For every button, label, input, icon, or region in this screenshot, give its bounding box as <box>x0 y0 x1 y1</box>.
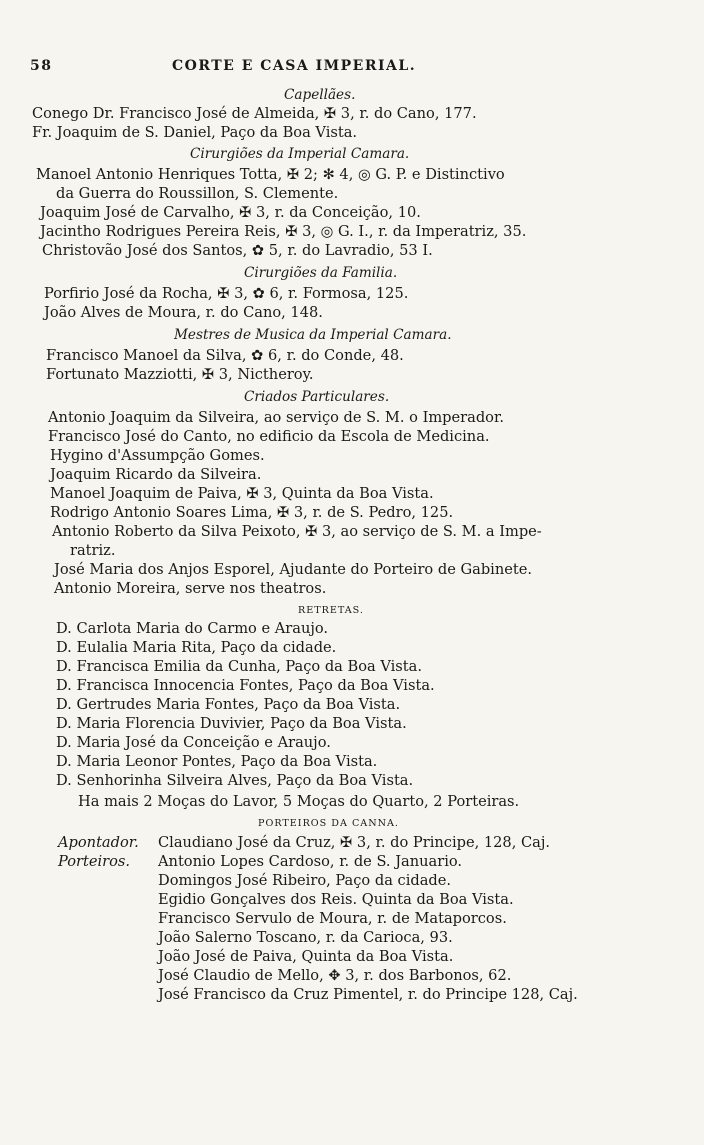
section-heading-mestres-musica: Mestres de Musica da Imperial Camara. <box>174 327 452 343</box>
entry-line: Porfirio José da Rocha, ✠ 3, ✿ 6, r. Formosa, 125. <box>44 285 409 302</box>
section-heading-cirurgioes-camara: Cirurgiões da Imperial Camara. <box>190 146 410 162</box>
entry-line: Egidio Gonçalves dos Reis. Quinta da Boa Vista. <box>158 891 514 908</box>
entry-line: D. Gertrudes Maria Fontes, Paço da Boa Vista. <box>56 696 401 713</box>
entry-line: Manoel Joaquim de Paiva, ✠ 3, Quinta da Boa Vista. <box>50 485 434 502</box>
entry-line: D. Eulalia Maria Rita, Paço da cidade. <box>56 639 337 656</box>
entry-line: Manoel Antonio Henriques Totta, ✠ 2; ✻ 4, ◎ G. P. e Distinctivo <box>36 166 505 183</box>
entry-line: Fortunato Mazziotti, ✠ 3, Nictheroy. <box>46 366 314 383</box>
entry-line: Rodrigo Antonio Soares Lima, ✠ 3, r. de S. Pedro, 125. <box>50 504 454 521</box>
entry-line: José Maria dos Anjos Esporel, Ajudante do Porteiro de Gabinete. <box>54 561 533 578</box>
section-heading-porteiros: PORTEIROS DA CANNA. <box>258 818 399 829</box>
entry-line: Hygino d'Assumpção Gomes. <box>50 447 265 464</box>
section-heading-retretas: RETRETAS. <box>298 605 364 616</box>
entry-line: José Claudio de Mello, ✥ 3, r. dos Barbonos, 62. <box>158 967 512 984</box>
entry-line: Joaquim Ricardo da Silveira. <box>50 466 262 483</box>
entry-line: Francisco José do Canto, no edificio da Escola de Medicina. <box>48 428 490 445</box>
entry-line: Conego Dr. Francisco José de Almeida, ✠ 3, r. do Cano, 177. <box>32 105 477 122</box>
running-head: CORTE E CASA IMPERIAL. <box>172 58 417 74</box>
section-heading-criados: Criados Particulares. <box>244 389 390 405</box>
entry-line: D. Senhorinha Silveira Alves, Paço da Boa Vista. <box>56 772 414 789</box>
page-number: 58 <box>30 58 53 74</box>
entry-line: D. Carlota Maria do Carmo e Araujo. <box>56 620 329 637</box>
entry-line: João José de Paiva, Quinta da Boa Vista. <box>158 948 454 965</box>
entry-line: João Salerno Toscano, r. da Carioca, 93. <box>158 929 453 946</box>
entry-line: Claudiano José da Cruz, ✠ 3, r. do Principe, 128, Caj. <box>158 834 551 851</box>
entry-line: Jacintho Rodrigues Pereira Reis, ✠ 3, ◎ G. I., r. da Imperatriz, 35. <box>40 223 527 240</box>
entry-line: Francisco Manoel da Silva, ✿ 6, r. do Conde, 48. <box>46 347 404 364</box>
entry-line: Joaquim José de Carvalho, ✠ 3, r. da Conceição, 10. <box>40 204 421 221</box>
entry-line: D. Maria José da Conceição e Araujo. <box>56 734 331 751</box>
entry-line: João Alves de Moura, r. do Cano, 148. <box>44 304 323 321</box>
entry-line-continuation: ratriz. <box>70 542 116 559</box>
entry-line: Domingos José Ribeiro, Paço da cidade. <box>158 872 452 889</box>
entry-line: D. Maria Leonor Pontes, Paço da Boa Vista. <box>56 753 378 770</box>
entry-line: D. Francisca Emilia da Cunha, Paço da Boa Vista. <box>56 658 422 675</box>
role-label: Apontador. <box>58 834 139 851</box>
entry-line: Antonio Lopes Cardoso, r. de S. Januario. <box>158 853 463 870</box>
entry-line: D. Francisca Innocencia Fontes, Paço da Boa Vista. <box>56 677 435 694</box>
entry-line: Christovão José dos Santos, ✿ 5, r. do Lavradio, 53 I. <box>42 242 433 259</box>
entry-line: Francisco Servulo de Moura, r. de Mataporcos. <box>158 910 507 927</box>
entry-line: Antonio Roberto da Silva Peixoto, ✠ 3, ao serviço de S. M. a Impe- <box>52 523 542 540</box>
entry-line: José Francisco da Cruz Pimentel, r. do Principe 128, Caj. <box>158 986 578 1003</box>
section-heading-capellaes: Capellães. <box>284 87 356 103</box>
role-label: Porteiros. <box>58 853 131 870</box>
entry-line: Antonio Moreira, serve nos theatros. <box>54 580 327 597</box>
entry-line-continuation: da Guerra do Roussillon, S. Clemente. <box>56 185 339 202</box>
entry-line: Antonio Joaquim da Silveira, ao serviço de S. M. o Imperador. <box>48 409 504 426</box>
section-heading-cirurgioes-familia: Cirurgiões da Familia. <box>244 265 398 281</box>
entry-line: Ha mais 2 Moças do Lavor, 5 Moças do Quarto, 2 Porteiras. <box>78 793 520 810</box>
entry-line: Fr. Joaquim de S. Daniel, Paço da Boa Vista. <box>32 124 358 141</box>
entry-line: D. Maria Florencia Duvivier, Paço da Boa Vista. <box>56 715 407 732</box>
